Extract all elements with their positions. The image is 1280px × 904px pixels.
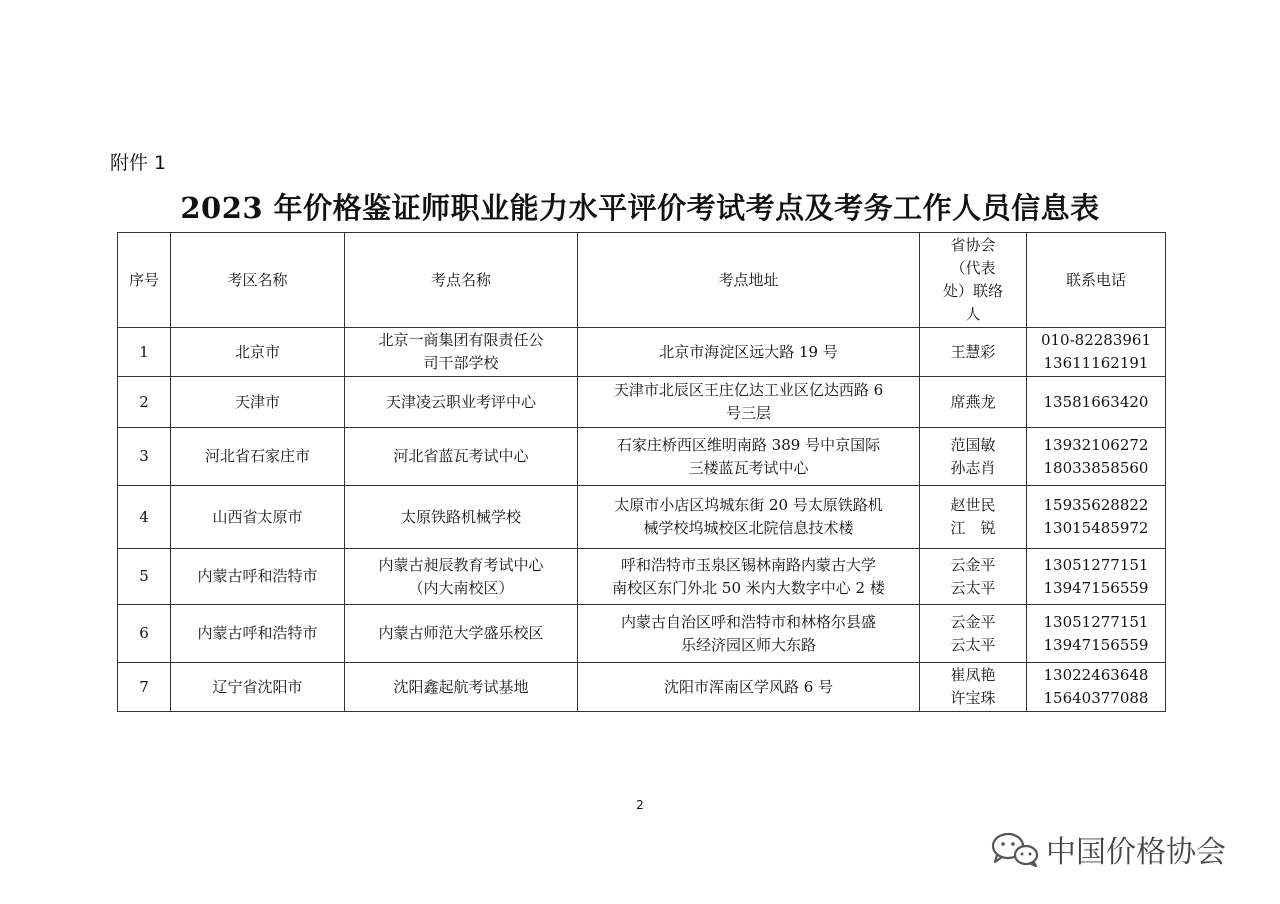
cell-contact-line: 云太平 xyxy=(950,635,996,654)
cell-address-line: 三楼蓝瓦考试中心 xyxy=(688,458,809,477)
cell-contact-line: 云金平 xyxy=(950,612,996,631)
table-row xyxy=(118,428,1166,486)
cell-site-line: 北京一商集团有限责任公 xyxy=(378,331,544,349)
cell-phone-line: 010-82283961 xyxy=(1040,331,1152,349)
cell-phone-line: 13051277151 xyxy=(1043,555,1149,574)
header-contact-line: 省协会 xyxy=(950,236,996,254)
document-title: 2023 年价格鉴证师职业能力水平评价考试考点及考务工作人员信息表 xyxy=(180,191,1100,225)
cell-site xyxy=(345,377,578,428)
cell-site-line: 内蒙古师范大学盛乐校区 xyxy=(378,624,544,642)
cell-region: 北京市 xyxy=(171,328,345,377)
header-contact-line: （代表 xyxy=(950,259,996,277)
cell-seq: 3 xyxy=(118,428,171,486)
wechat-icon xyxy=(988,829,1044,869)
cell-site-line: 河北省蓝瓦考试中心 xyxy=(393,447,529,465)
table-row xyxy=(118,549,1166,605)
table-header-row xyxy=(118,233,1166,328)
header-contact-line: 处）联络 xyxy=(942,282,1003,300)
table-body xyxy=(118,328,1166,712)
table-row xyxy=(118,328,1166,377)
cell-seq: 5 xyxy=(118,549,171,605)
cell-contact xyxy=(920,377,1027,428)
cell-address xyxy=(578,486,920,549)
cell-address xyxy=(578,428,920,486)
cell-address-line: 北京市海淀区远大路 19 号 xyxy=(659,342,838,361)
header-seq: 序号 xyxy=(118,233,171,328)
cell-phone xyxy=(1027,663,1166,712)
cell-site-line: 天津凌云职业考评中心 xyxy=(385,392,536,411)
cell-contact-line: 席燕龙 xyxy=(950,392,996,411)
cell-address-line: 械学校坞城校区北院信息技术楼 xyxy=(643,519,854,537)
cell-phone-line: 13932106272 xyxy=(1043,435,1149,454)
page-number: 2 xyxy=(636,798,644,812)
cell-site-line: 司干部学校 xyxy=(423,354,499,372)
cell-site xyxy=(345,328,578,377)
cell-region: 内蒙古呼和浩特市 xyxy=(171,549,345,605)
cell-site-line: 沈阳鑫起航考试基地 xyxy=(393,677,529,696)
header-address: 考点地址 xyxy=(578,233,920,328)
header-contact xyxy=(920,233,1027,328)
cell-region: 山西省太原市 xyxy=(171,486,345,549)
table-row xyxy=(118,663,1166,712)
cell-address xyxy=(578,605,920,663)
cell-address-line: 太原市小店区坞城东街 20 号太原铁路机 xyxy=(614,496,883,514)
cell-phone xyxy=(1027,328,1166,377)
cell-site-line: 内蒙古昶辰教育考试中心 xyxy=(378,555,544,574)
cell-address-line: 南校区东门外北 50 米内大数字中心 2 楼 xyxy=(612,578,885,597)
cell-address-line: 内蒙古自治区呼和浩特市和林格尔县盛 xyxy=(620,612,876,631)
cell-contact-line: 许宝珠 xyxy=(950,689,996,707)
cell-contact xyxy=(920,605,1027,663)
cell-contact-line: 云太平 xyxy=(950,578,996,597)
cell-contact-line: 孙志肖 xyxy=(950,458,996,477)
cell-phone-line: 15935628822 xyxy=(1043,496,1149,514)
cell-phone-line: 15640377088 xyxy=(1043,689,1149,707)
cell-address xyxy=(578,377,920,428)
cell-contact xyxy=(920,663,1027,712)
cell-contact-line: 江 锐 xyxy=(950,519,996,537)
cell-address xyxy=(578,328,920,377)
cell-site-line: （内大南校区） xyxy=(408,578,514,597)
info-table xyxy=(117,232,1166,712)
cell-address-line: 沈阳市浑南区学风路 6 号 xyxy=(663,677,834,696)
header-site: 考点名称 xyxy=(345,233,578,328)
cell-region: 天津市 xyxy=(171,377,345,428)
cell-address-line: 乐经济园区师大东路 xyxy=(680,635,816,654)
cell-contact xyxy=(920,428,1027,486)
cell-address xyxy=(578,549,920,605)
cell-region: 内蒙古呼和浩特市 xyxy=(171,605,345,663)
cell-phone-line: 13051277151 xyxy=(1043,612,1149,631)
cell-phone xyxy=(1027,486,1166,549)
header-contact-line: 人 xyxy=(965,305,981,323)
cell-address xyxy=(578,663,920,712)
watermark-text: 中国价格协会 xyxy=(1046,835,1226,870)
cell-phone-line: 13947156559 xyxy=(1043,635,1149,654)
cell-phone xyxy=(1027,549,1166,605)
cell-phone xyxy=(1027,605,1166,663)
attachment-label: 附件 1 xyxy=(110,152,167,174)
cell-contact-line: 云金平 xyxy=(950,555,996,574)
cell-address-line: 呼和浩特市玉泉区锡林南路内蒙古大学 xyxy=(620,555,876,574)
cell-phone-line: 13947156559 xyxy=(1043,578,1149,597)
cell-phone-line: 13581663420 xyxy=(1043,392,1149,411)
cell-site xyxy=(345,428,578,486)
cell-site xyxy=(345,549,578,605)
header-phone: 联系电话 xyxy=(1027,233,1166,328)
table-row xyxy=(118,605,1166,663)
cell-region: 辽宁省沈阳市 xyxy=(171,663,345,712)
cell-contact xyxy=(920,328,1027,377)
table-row xyxy=(118,377,1166,428)
table-row xyxy=(118,486,1166,549)
cell-phone-line: 13611162191 xyxy=(1043,354,1149,372)
cell-site xyxy=(345,605,578,663)
cell-contact xyxy=(920,549,1027,605)
cell-phone xyxy=(1027,428,1166,486)
cell-site-line: 太原铁路机械学校 xyxy=(400,507,521,526)
cell-address-line: 石家庄桥西区维明南路 389 号中京国际 xyxy=(616,435,881,454)
cell-phone-line: 13022463648 xyxy=(1043,666,1149,684)
cell-region: 河北省石家庄市 xyxy=(171,428,345,486)
cell-phone-line: 18033858560 xyxy=(1043,458,1149,477)
cell-seq: 7 xyxy=(118,663,171,712)
header-region: 考区名称 xyxy=(171,233,345,328)
cell-seq: 2 xyxy=(118,377,171,428)
cell-address-line: 号三层 xyxy=(725,404,771,422)
cell-address-line: 天津市北辰区王庄亿达工业区亿达西路 6 xyxy=(613,381,884,399)
cell-seq: 6 xyxy=(118,605,171,663)
watermark xyxy=(988,827,1226,871)
cell-seq: 4 xyxy=(118,486,171,549)
cell-contact-line: 崔凤艳 xyxy=(950,666,996,684)
cell-site xyxy=(345,663,578,712)
cell-site xyxy=(345,486,578,549)
cell-phone-line: 13015485972 xyxy=(1043,519,1149,537)
cell-contact-line: 王慧彩 xyxy=(950,342,996,361)
cell-contact xyxy=(920,486,1027,549)
cell-phone xyxy=(1027,377,1166,428)
cell-seq: 1 xyxy=(118,328,171,377)
cell-contact-line: 赵世民 xyxy=(950,496,996,514)
cell-contact-line: 范国敏 xyxy=(950,435,996,454)
